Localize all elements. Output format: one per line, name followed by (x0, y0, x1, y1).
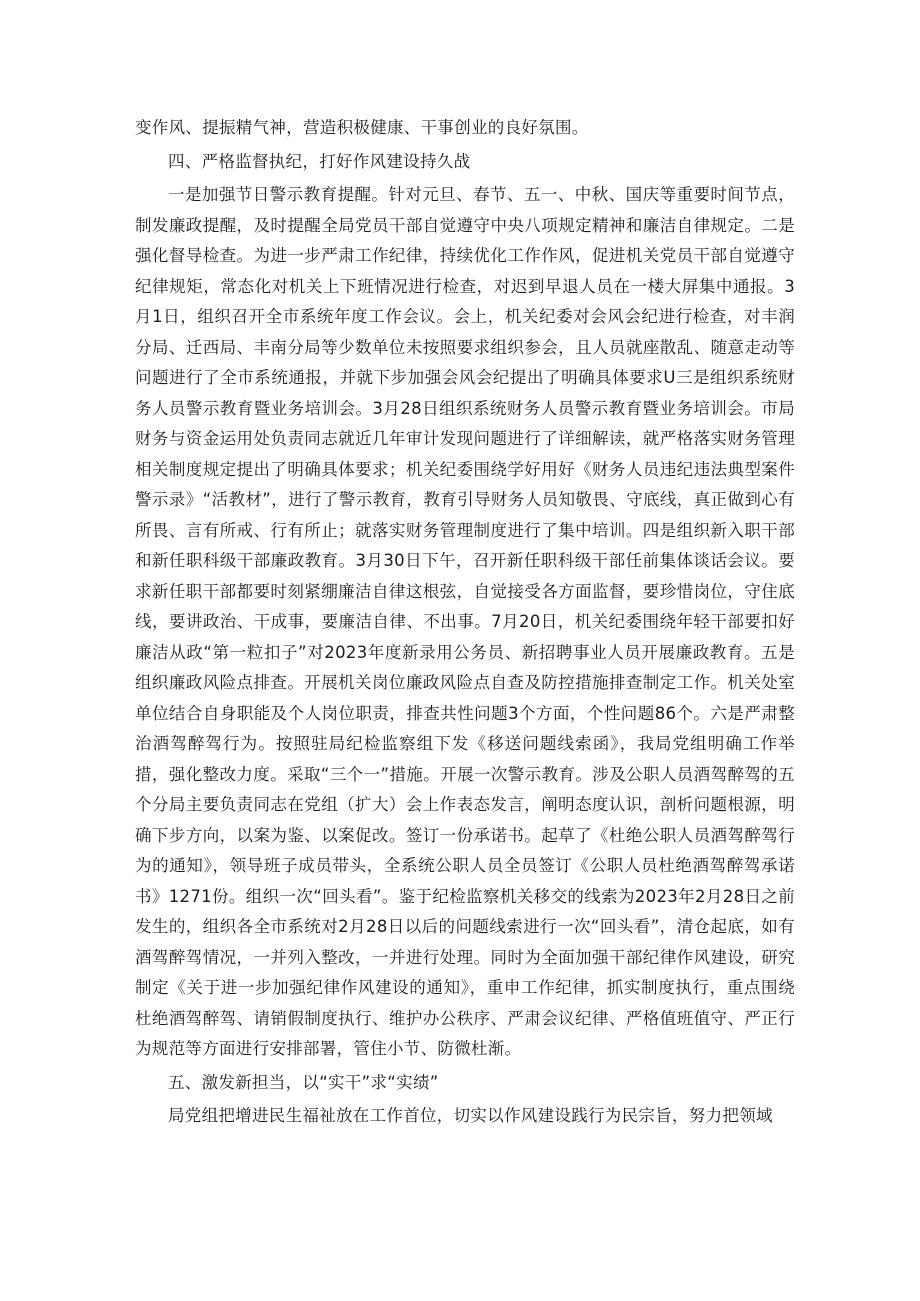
section-heading-five: 五、激发新担当，以“实干”求“实绩” (168, 1072, 439, 1092)
document-body (135, 113, 795, 1132)
paragraph-supervision-details: 一是加强节日警示教育提醒。针对元旦、春节、五一、中秋、国庆等重要时间节点，制发廉政提醒，及时提醒全局党员干部自觉遵守中央八项规定精神和廉洁自律规定。二是强化督导检查。为进一步严肃工作纪律，持续优化工作作风，促进机关党员干部自觉遵守纪律规矩，常态化对机关上下班情况进行检查，对迟到早退人员在一楼大屏集中通报。3月1日，组织召开全市系统年度工作会议。会上，机关纪委对会风会纪进行检查，对丰润分局、迁西局、丰南分局等少数单位未按照要求组织参会，且人员就座散乱、随意走动等问题进行了全市系统通报，并就下步加强会风会纪提出了明确具体要求U三是组织系统财务人员警示教育暨业务培训会。3月28日组织系统财务人员警示教育暨业务培训会。市局财务与资金运用处负责同志就近几年审计发现问题进行了详细解读，就严格落实财务管理相关制度规定提出了明确具体要求；机关纪委围绕学好用好《财务人员违纪违法典型案件警示录》“活教材”，进行了警示教育，教育引导财务人员知敬畏、守底线，真正做到心有所畏、言有所戒、行有所止；就落实财务管理制度进行了集中培训。四是组织新入职干部和新任职科级干部廉政教育。3月30日下午，召开新任职科级干部任前集体谈话会议。要求新任职干部都要时刻紧绷廉洁自律这根弦，自觉接受各方面监督，要珍惜岗位，守住底线，要讲政治、干成事，要廉洁自律、不出事。7月20日，机关纪委围绕年轻干部要扣好廉洁从政“第一粒扣子”对2023年度新录用公务员、新招聘事业人员开展廉政教育。五是组织廉政风险点排查。开展机关岗位廉政风险点自查及防控措施排查制定工作。机关处室单位结合自身职能及个人岗位职责，排查共性问题3个方面，个性问题86个。六是严肃整治酒驾醉驾行为。按照驻局纪检监察组下发《移送问题线索函》，我局党组明确工作举措，强化整改力度。采取“三个一”措施。开展一次警示教育。涉及公职人员酒驾醉驾的五个分局主要负责同志在党组（扩大）会上作表态发言，阐明态度认识，剖析问题根源，明确下步方向，以案为鉴、以案促改。签订一份承诺书。起草了《杜绝公职人员酒驾醉驾行为的通知》，领导班子成员带头，全系统公职人员全员签订《公职人员杜绝酒驾醉驾承诺书》1271份。组织一次“回头看”。鉴于纪检监察机关移交的线索为2023年2月28日之前发生的，组织各全市系统对2月28日以后的问题线索进行一次“回头看”，清仓起底，如有酒驾醉驾情况，一并列入整改，一并进行处理。同时为全面加强干部纪律作风建设，研究制定《关于进一步加强纪律作风建设的通知》，重申工作纪律，抓实制度执行，重点围绕杜绝酒驾醉驾、请销假制度执行、维护办公秩序、严肃会议纪律、严格值班值守、严正行为规范等方面进行安排部署，管住小节、防微杜渐。 (135, 185, 795, 1058)
paragraph-livelihood: 局党组把增进民生福祉放在工作首位，切实以作风建设践行为民宗旨，努力把领域 (168, 1106, 773, 1125)
paragraph-continuation: 变作风、提振精气神，营造积极健康、干事创业的良好氛围。 (135, 118, 589, 137)
section-heading-four: 四、严格监督执纪，打好作风建设持久战 (168, 151, 471, 171)
